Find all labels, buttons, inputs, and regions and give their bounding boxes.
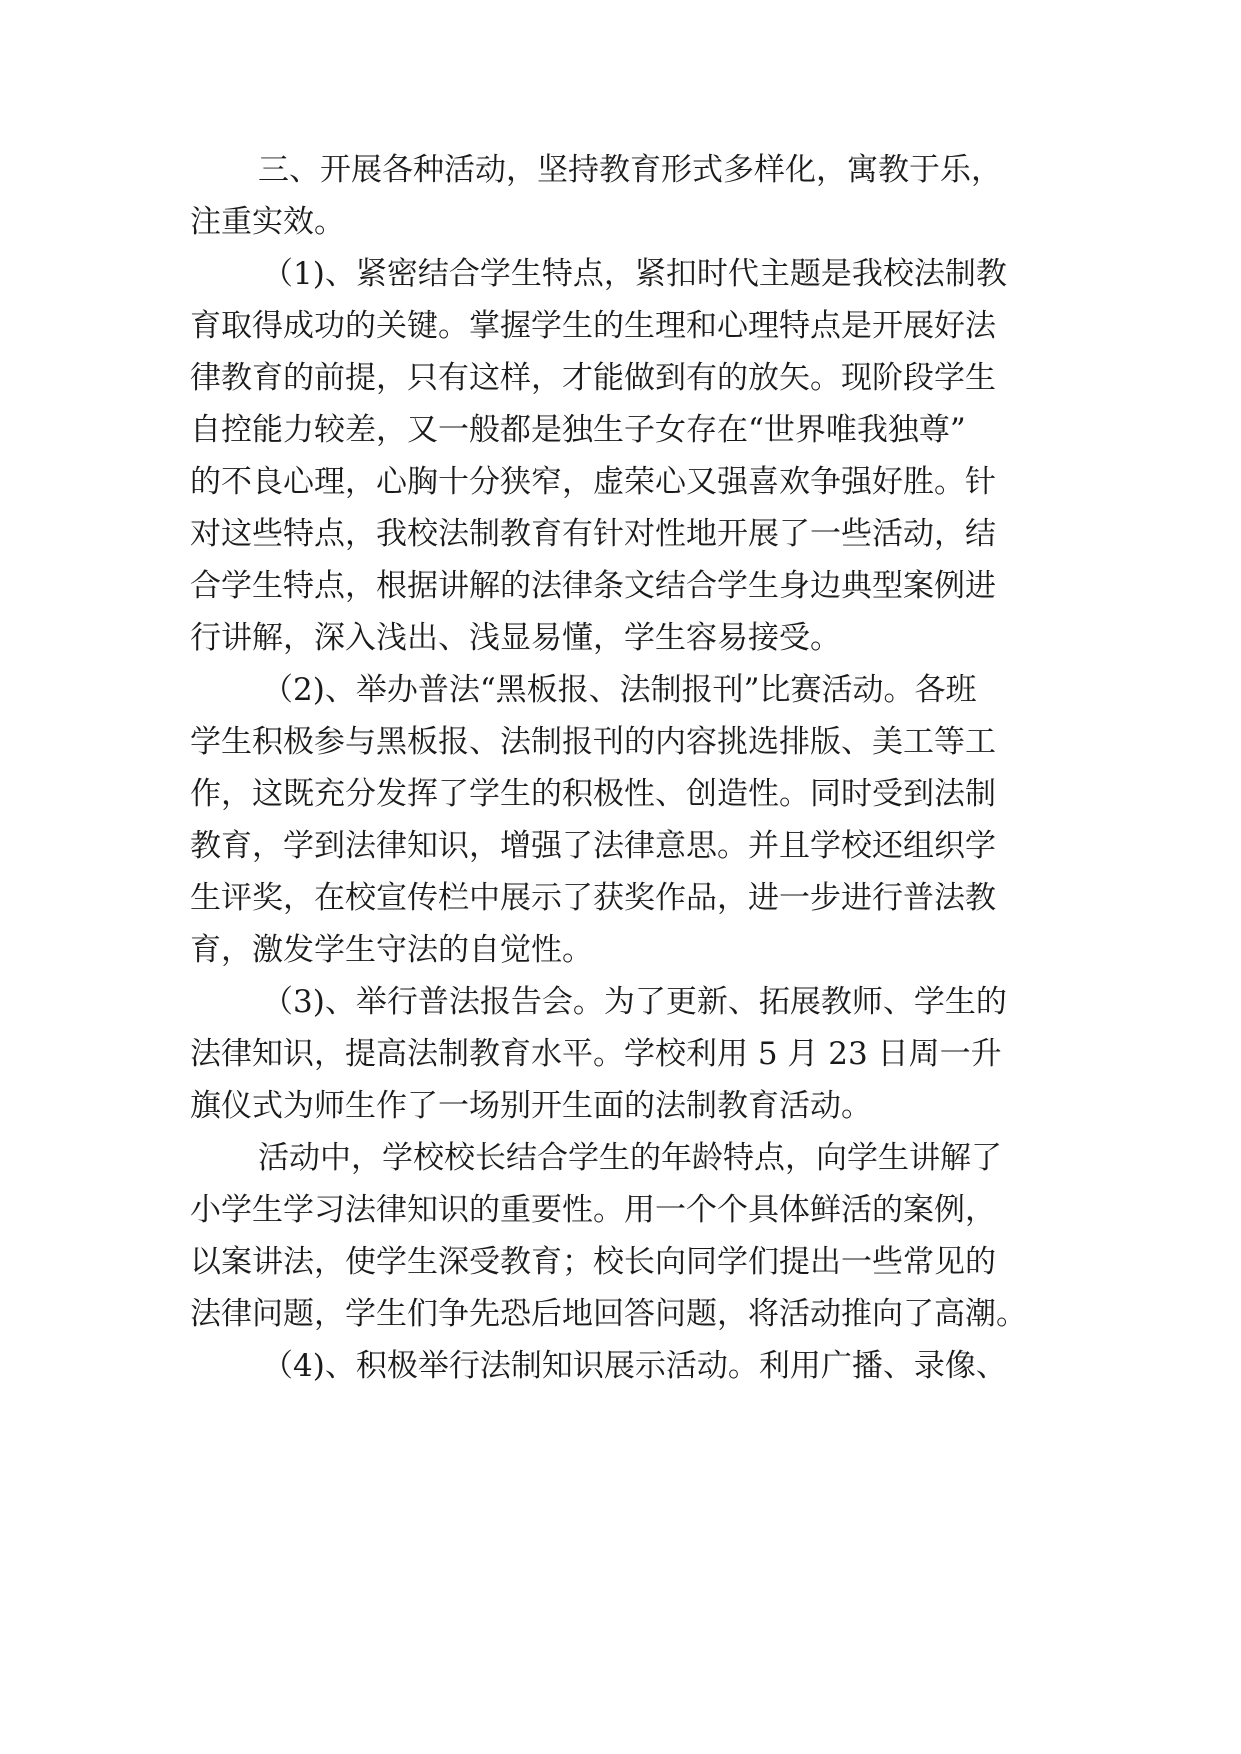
paragraph-line: 对这些特点，我校法制教育有针对性地开展了一些活动，结 [190, 516, 996, 552]
paragraph-line: 注重实效。 [190, 204, 345, 240]
paragraph-line: 作，这既充分发挥了学生的积极性、创造性。同时受到法制 [190, 776, 996, 812]
paragraph-line: （4)、积极举行法制知识展示活动。利用广播、录像、 [262, 1348, 1007, 1384]
paragraph-line: （2)、举办普法“黑板报、法制报刊”比赛活动。各班 [262, 672, 977, 708]
paragraph-line: 活动中，学校校长结合学生的年龄特点，向学生讲解了 [258, 1140, 1002, 1176]
paragraph-line: 三、开展各种活动，坚持教育形式多样化，寓教于乐， [258, 152, 1002, 188]
paragraph-line: （3)、举行普法报告会。为了更新、拓展教师、学生的 [262, 984, 1007, 1020]
paragraph-line: 律教育的前提，只有这样，才能做到有的放矢。现阶段学生 [190, 360, 996, 396]
paragraph-line: 自控能力较差，又一般都是独生子女存在“世界唯我独尊” [190, 412, 966, 448]
paragraph-line: 以案讲法，使学生深受教育；校长向同学们提出一些常见的 [190, 1244, 996, 1280]
paragraph-line: 合学生特点，根据讲解的法律条文结合学生身边典型案例进 [190, 568, 996, 604]
paragraph-line: 法律问题，学生们争先恐后地回答问题，将活动推向了高潮。 [190, 1296, 1027, 1332]
paragraph-line: 小学生学习法律知识的重要性。用一个个具体鲜活的案例， [190, 1192, 996, 1228]
paragraph-line: 育，激发学生守法的自觉性。 [190, 932, 593, 968]
paragraph-line: 育取得成功的关键。掌握学生的生理和心理特点是开展好法 [190, 308, 996, 344]
paragraph-line: 旗仪式为师生作了一场别开生面的法制教育活动。 [190, 1088, 872, 1124]
paragraph-line: （1)、紧密结合学生特点，紧扣时代主题是我校法制教 [262, 256, 1007, 292]
paragraph-line: 行讲解，深入浅出、浅显易懂，学生容易接受。 [190, 620, 841, 656]
paragraph-line: 学生积极参与黑板报、法制报刊的内容挑选排版、美工等工 [190, 724, 996, 760]
paragraph-line: 生评奖，在校宣传栏中展示了获奖作品，进一步进行普法教 [190, 880, 996, 916]
paragraph-line: 教育，学到法律知识，增强了法律意思。并且学校还组织学 [190, 828, 996, 864]
paragraph-line: 的不良心理，心胸十分狭窄，虚荣心又强喜欢争强好胜。针 [190, 464, 996, 500]
paragraph-line: 法律知识，提高法制教育水平。学校利用 5 月 23 日周一升 [190, 1036, 1002, 1072]
